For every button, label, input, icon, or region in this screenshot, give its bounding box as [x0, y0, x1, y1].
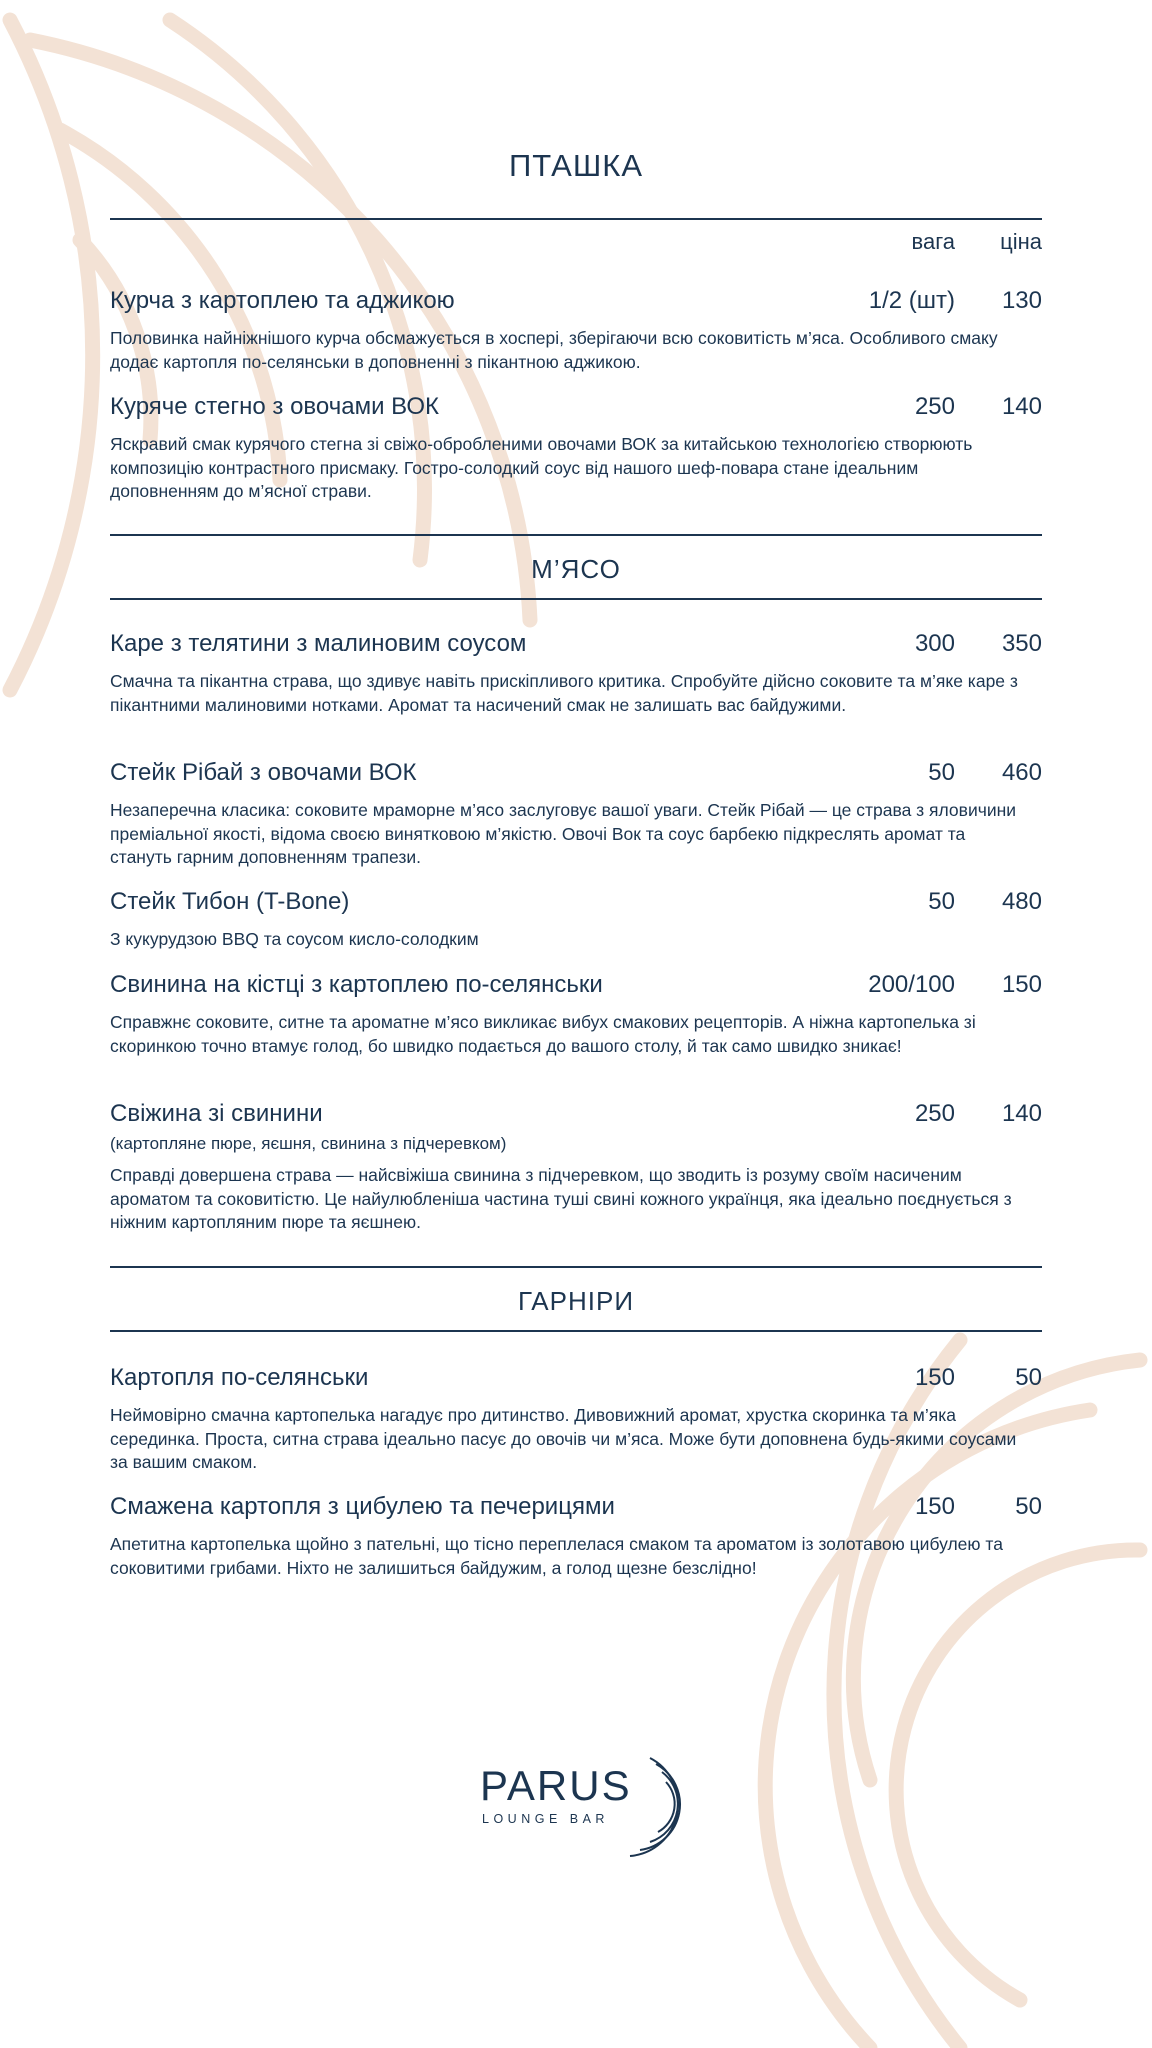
item-weight: 250: [914, 1100, 955, 1127]
item-price: 350: [1001, 630, 1042, 657]
item-description: Справді довершена страва — найсвіжіша свинина з підчеревком, що зводить із розуму своїм насиченим ароматом та соковитістю. Це найулюбленіша частина туші свині кожного українця, яка ідеально поєднується з ніжним картопляним пюре та яєшнею.: [110, 1165, 1012, 1232]
page-title: ПТАШКА: [508, 148, 643, 183]
divider: [110, 598, 1042, 600]
divider: [110, 1266, 1042, 1268]
item-price: 150: [1001, 971, 1042, 998]
top-arc-5: [10, 20, 93, 690]
item-subtitle: (картопляне пюре, яєшня, свинина з підчеревком): [110, 1134, 507, 1153]
item-price: 50: [1015, 1493, 1042, 1520]
item-price: 140: [1001, 393, 1042, 420]
item-price: 130: [1001, 287, 1042, 314]
item-price: 50: [1015, 1364, 1042, 1391]
price-column-header: ціна: [1000, 229, 1042, 254]
item-price: 460: [1001, 759, 1042, 786]
item-description: З кукурудзою BBQ та соусом кисло-солодким: [110, 929, 479, 949]
item-name: Куряче стегно з овочами ВОК: [110, 393, 440, 420]
item-weight: 50: [928, 759, 955, 786]
item-description: Неймовірно смачна картопелька нагадує про дитинство. Дивовижний аромат, хрустка скоринка та м’яка серединка. Проста, ситна страва ідеально пасує до овочів чи м’яса. Може бути доповнена будь-якими соусами за вашим смаком.: [110, 1405, 1017, 1472]
item-weight: 150: [914, 1364, 955, 1391]
item-weight: 50: [928, 888, 955, 915]
item-name: Стейк Тибон (T-Bone): [110, 888, 350, 915]
item-weight: 200/100: [868, 971, 955, 998]
item-name: Курча з картоплею та аджикою: [110, 287, 455, 314]
item-description: Смачна та пікантна страва, що здивує навіть прискіпливого критика. Спробуйте дійсно соковите та м’яке каре з пікантними малиновими нотками. Аромат та насичений смак не залишать вас байдужими.: [110, 671, 1018, 715]
item-weight: 300: [914, 630, 955, 657]
item-name: Смажена картопля з цибулею та печерицями: [110, 1493, 615, 1520]
item-name: Стейк Рібай з овочами ВОК: [110, 759, 417, 786]
item-name: Каре з телятини з малиновим соусом: [110, 630, 527, 657]
divider: [110, 534, 1042, 536]
item-description: Яскравий смак курячого стегна зі свіжо-обробленими овочами ВОК за китайською технологією створюють композицію контрастного присмаку. Гостро-солодкий соус від нашого шеф-повара стане ідеальним доповненням до м’ясної страви.: [110, 434, 973, 501]
item-weight: 1/2 (шт): [868, 287, 955, 314]
item-price: 480: [1001, 888, 1042, 915]
item-description: Незаперечна класика: соковите мраморне м’ясо заслуговує вашої уваги. Стейк Рібай — це страва з яловичини преміальної якості, відома своєю винятковою м’якістю. Овочі Вок та соус барбекю підкреслять аромат та стануть гарним доповненням трапези.: [110, 800, 1017, 867]
weight-column-header: вага: [911, 229, 955, 254]
item-description: Апетитна картопелька щойно з пательні, що тісно переплелася смаком та ароматом із золотавою цибулею та соковитими грибами. Ніхто не залишиться байдужим, а голод щезне безслідно!: [110, 1534, 1003, 1578]
item-weight: 150: [914, 1493, 955, 1520]
logo-tagline: LOUNGE BAR: [482, 1812, 609, 1826]
section-title: ГАРНІРИ: [517, 1286, 635, 1316]
bottom-arc-4: [896, 1550, 1140, 2000]
item-price: 140: [1001, 1100, 1042, 1127]
item-name: Свинина на кістці з картоплею по-селянськи: [110, 971, 603, 998]
divider: [110, 1330, 1042, 1332]
logo-brand: PARUS: [480, 1762, 632, 1809]
item-description: Половинка найніжнішого курча обсмажується в хоспері, зберігаючи всю соковитість м’яса. Особливого смаку додає картопля по-селянськи в доповненні з пікантною аджикою.: [110, 328, 998, 372]
divider: [110, 218, 1042, 220]
item-name: Картопля по-селянськи: [110, 1364, 369, 1391]
item-weight: 250: [914, 393, 955, 420]
item-name: Свіжина зі свинини: [110, 1100, 323, 1127]
section-title: М’ЯСО: [531, 554, 621, 584]
parus-logo: [470, 1752, 690, 1872]
item-description: Справжнє соковите, ситне та ароматне м’ясо викликає вибух смакових рецепторів. А ніжна картопелька зі скоринкою точно втамує голод, бо швидко подається до вашого столу, й так само швидко зникає!: [110, 1012, 976, 1056]
